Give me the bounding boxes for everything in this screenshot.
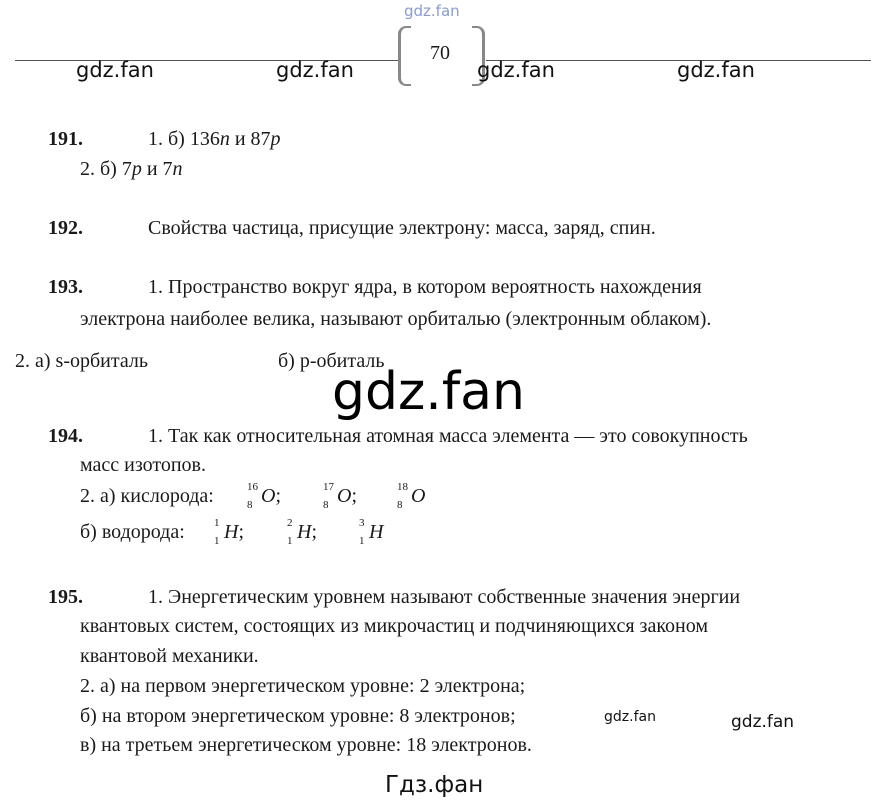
item-194-hydrogen-label: б) водорода: <box>80 521 185 543</box>
item-194-line2: масс изотопов. <box>80 454 206 476</box>
item-194-line1: 1. Так как относительная атомная масса элемента — это совокупность <box>148 425 748 447</box>
isotope-hydrogen-3: 3 1 H <box>359 517 384 547</box>
item-195-line4: 2. а) на первом энергетическом уровне: 2 электрона; <box>80 675 526 697</box>
item-194-number: 194. <box>48 425 83 447</box>
item-192-number: 192. <box>48 217 83 239</box>
item-195-line2: квантовых систем, состоящих из микрочастиц и подчиняющихся законом <box>80 615 709 637</box>
watermark-top: gdz.fan <box>404 2 460 20</box>
page-number-bracket-left <box>398 26 411 86</box>
watermark-header-2: gdz.fan <box>276 58 354 82</box>
watermark-big: gdz.fan <box>332 362 525 422</box>
item-195-line1: 1. Энергетическим уровнем называют собственные значения энергии <box>148 586 741 608</box>
item-195-number: 195. <box>48 586 83 608</box>
item-193-line3a: 2. а) s-орбиталь <box>15 350 148 372</box>
isotope-oxygen-18: 18 8 O <box>397 481 426 511</box>
item-195-line3: квантовой механики. <box>80 645 259 667</box>
watermark-header-1: gdz.fan <box>76 58 154 82</box>
watermark-bottom-right: gdz.fan <box>731 712 795 732</box>
item-195-line5: б) на втором энергетическом уровне: 8 электронов; <box>80 705 516 727</box>
page-number: 70 <box>430 42 450 64</box>
item-191-number: 191. <box>48 128 83 150</box>
isotope-hydrogen-1: 1 1 H; <box>214 517 245 547</box>
item-192-text: Свойства частица, присущие электрону: масса, заряд, спин. <box>148 217 656 239</box>
item-193-line3b: б) p-обиталь <box>278 350 385 372</box>
item-195-line6: в) на третьем энергетическом уровне: 18 электронов. <box>80 734 532 756</box>
watermark-bottom-mid: gdz.fan <box>604 709 656 725</box>
item-193-line1: 1. Пространство вокруг ядра, в котором вероятность нахождения <box>148 276 702 298</box>
isotope-oxygen-16: 16 8 O; <box>247 481 282 511</box>
watermark-footer: Гдз.фан <box>385 772 484 798</box>
item-191-line1: 1. б) 136n и 87p <box>148 128 281 150</box>
item-194-oxygen-label: 2. а) кислорода: <box>80 485 214 507</box>
isotope-oxygen-17: 17 8 O; <box>323 481 358 511</box>
watermark-header-4: gdz.fan <box>677 58 755 82</box>
item-193-line2: электрона наиболее велика, называют орбиталью (электронным облаком). <box>80 308 712 330</box>
isotope-hydrogen-2: 2 1 H; <box>287 517 318 547</box>
item-191-line2: 2. б) 7p и 7n <box>80 158 183 180</box>
watermark-header-3: gdz.fan <box>477 58 555 82</box>
item-193-number: 193. <box>48 276 83 298</box>
